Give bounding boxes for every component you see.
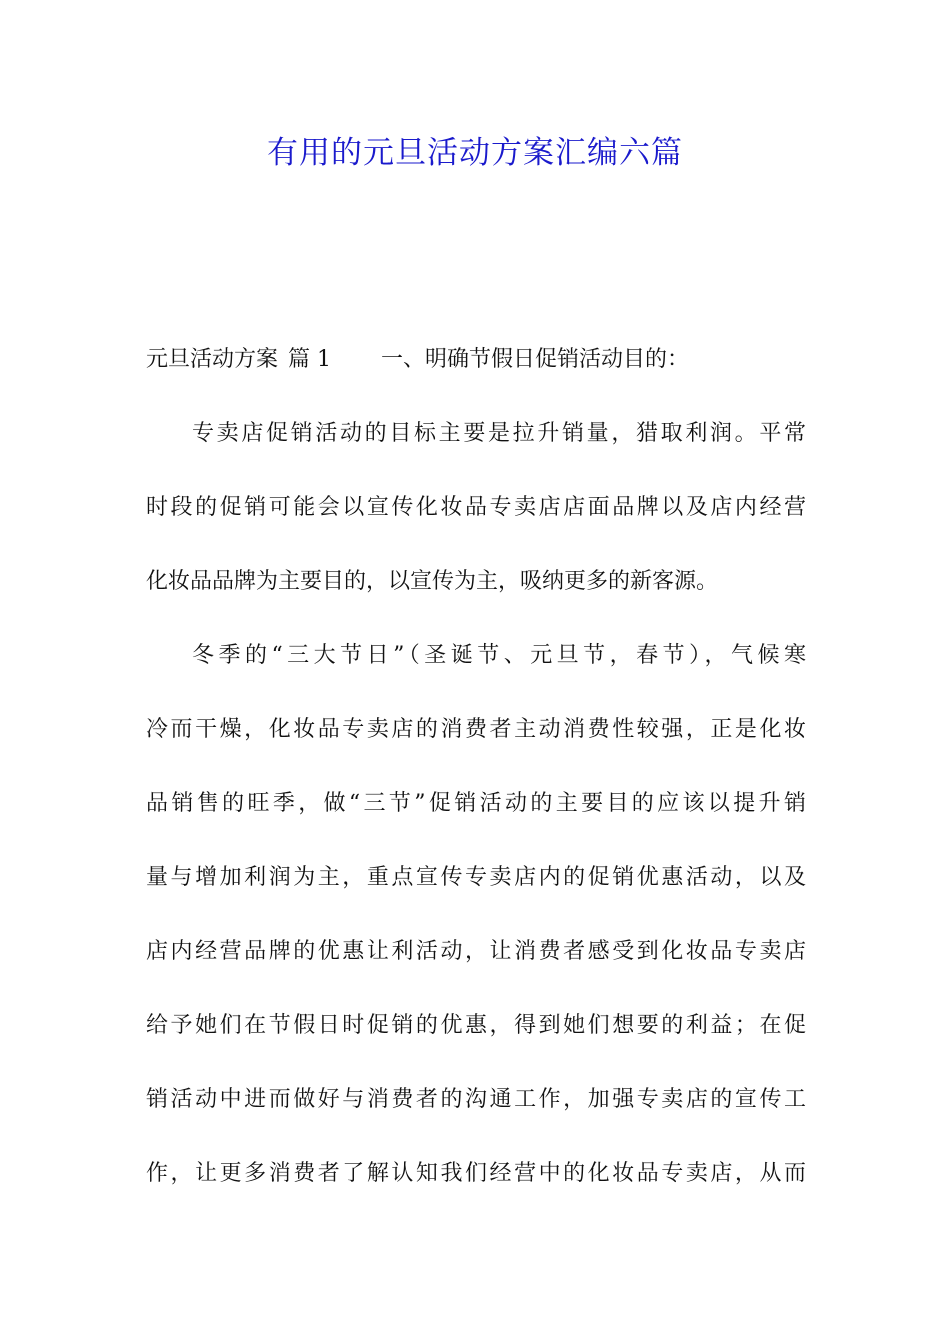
document-body [146,335,806,1223]
paragraph-line: 给予她们在节假日时促销的优惠，得到她们想要的利益；在促 [146,1013,806,1038]
paragraph-line: 量与增加利润为主，重点宣传专卖店内的促销优惠活动，以及 [146,865,806,890]
paragraph-line: 专卖店促销活动的目标主要是拉升销量，猎取利润。平常 [192,421,806,446]
paragraph-line: 作，让更多消费者了解认知我们经营中的化妆品专卖店，从而 [146,1161,806,1186]
section-label: 元旦活动方案 [146,347,279,372]
paragraph-line: 店内经营品牌的优惠让利活动，让消费者感受到化妆品专卖店 [146,939,806,964]
paragraph-line: 时段的促销可能会以宣传化妆品专卖店店面品牌以及店内经营 [146,495,806,520]
document-title: 有用的元旦活动方案汇编六篇 [267,135,683,171]
paragraph-line: 冷而干燥，化妆品专卖店的消费者主动消费性较强，正是化妆 [146,717,806,742]
heading-line [146,335,806,409]
point-heading: 一、明确节假日促销活动目的： [381,347,690,372]
paragraph-line: 品销售的旺季，做“三节”促销活动的主要目的应该以提升销 [146,791,806,816]
part-label: 篇 1 [288,347,332,372]
paragraph-line: 销活动中进而做好与消费者的沟通工作，加强专卖店的宣传工 [146,1087,806,1112]
paragraph-line: 冬季的“三大节日”（圣诞节、元旦节，春节），气候寒 [192,643,806,668]
paragraph-line: 化妆品品牌为主要目的，以宣传为主，吸纳更多的新客源。 [146,569,719,594]
